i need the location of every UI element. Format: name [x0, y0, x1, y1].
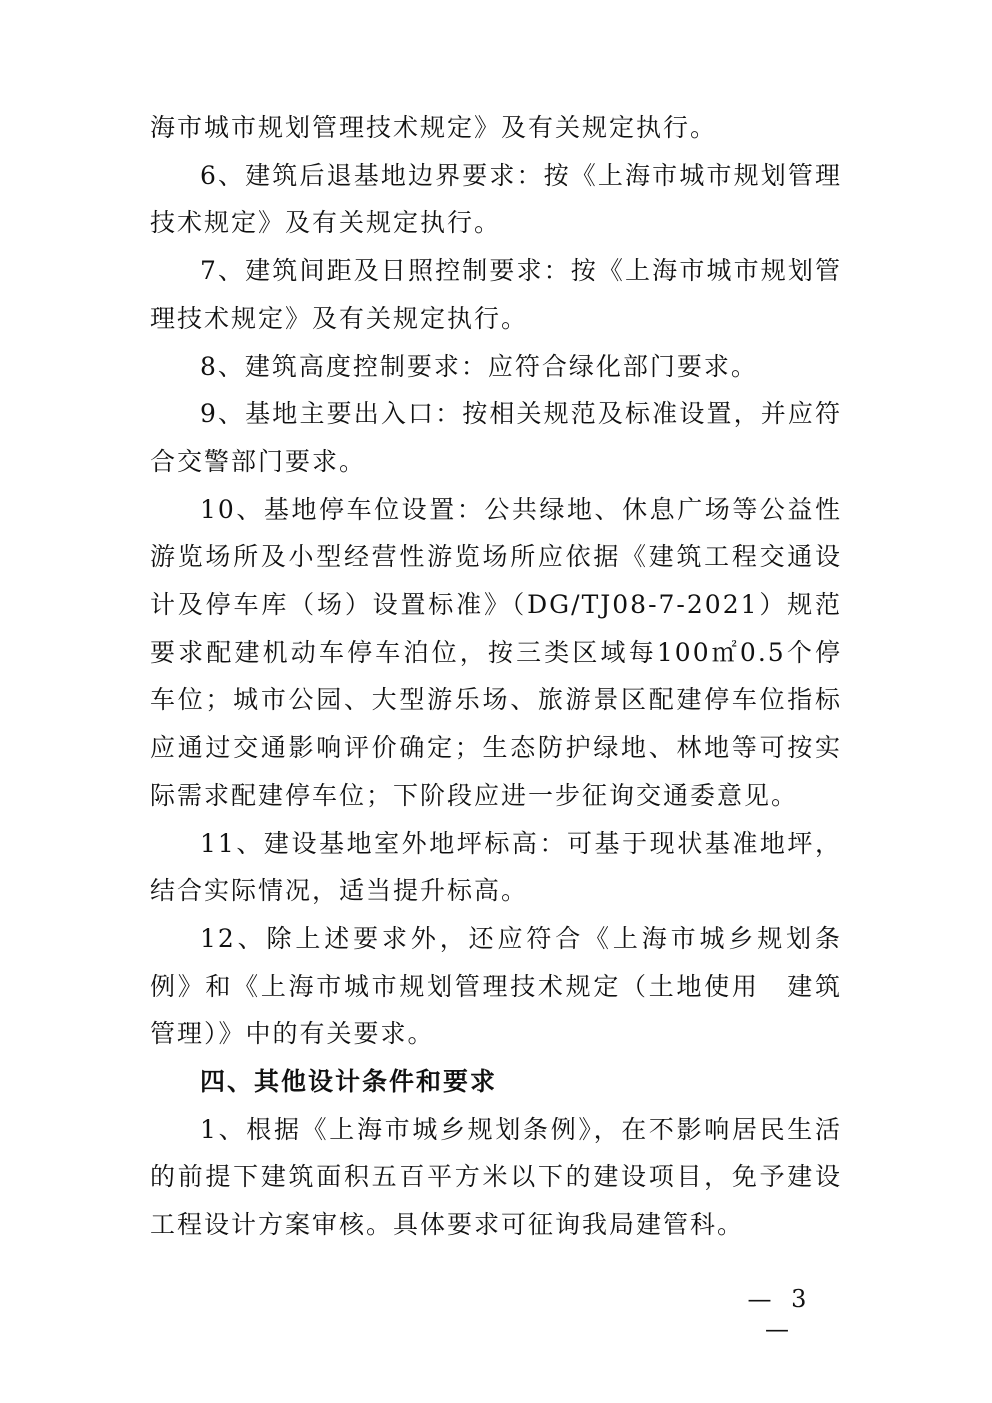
section-heading: 四、其他设计条件和要求 [200, 1067, 498, 1097]
paragraph-item-6: 6、建筑后退基地边界要求：按《上海市城市规划管理技术规定》及有关规定执行。 [150, 160, 842, 238]
paragraph-item-7: 7、建筑间距及日照控制要求：按《上海市城市规划管理技术规定》及有关规定执行。 [150, 256, 842, 333]
section-paragraph-item-1: 1、根据《上海市城乡规划条例》，在不影响居民生活的前提下建筑面积五百平方米以下的建设项目，免予建设工程设计方案审核。具体要求可征询我局建管科。 [150, 1114, 842, 1240]
paragraph-item-9: 9、基地主要出入口：按相关规范及标准设置，并应符合交警部门要求。 [150, 399, 842, 476]
document-body [150, 104, 842, 1249]
paragraph-item-12: 12、除上述要求外，还应符合《上海市城乡规划条例》和《上海市城市规划管理技术规定（土地使用 建筑管理）》中的有关要求。 [150, 923, 842, 1049]
paragraph-continued: 海市城市规划管理技术规定》及有关规定执行。 [150, 113, 718, 142]
paragraph-item-11: 11、建设基地室外地坪标高：可基于现状基准地坪，结合实际情况，适当提升标高。 [150, 828, 842, 906]
page-number: — 3 — [747, 1285, 813, 1343]
paragraph-item-8: 8、建筑高度控制要求：应符合绿化部门要求。 [200, 351, 758, 381]
paragraph-item-10: 10、基地停车位设置：公共绿地、休息广场等公益性游览场所及小型经营性游览场所应依据《建筑工程交通设计及停车库（场）设置标准》（DG/TJ08-7-2021）规范要求配建机动车停车泊位，按三类区域每100㎡0.5个停车位；城市公园、大型游乐场、旅游景区配建停车位指标应通过交通影响评价确定；生态防护绿地、林地等可按实际需求配建停车位；下阶段应进一步征询交通委意见。 [150, 494, 842, 810]
